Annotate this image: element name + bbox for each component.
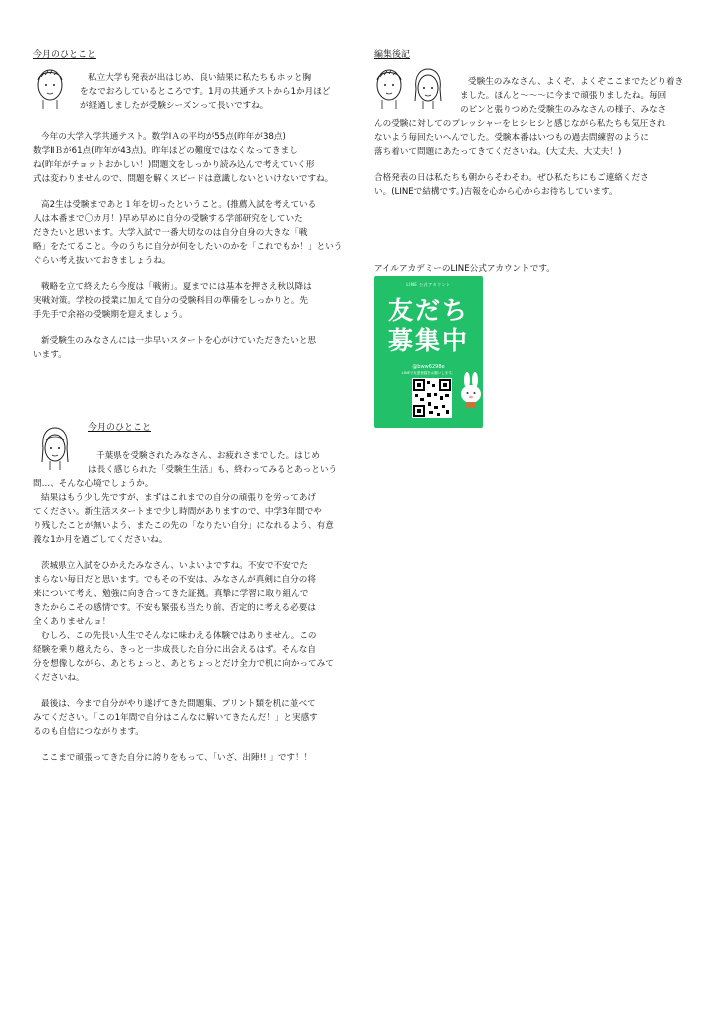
col1-bottom-intro bbox=[88, 449, 360, 477]
text-line: むしろ、この先長い人生でそんなに味わえる体験ではありません。この bbox=[41, 631, 317, 641]
col1-top-heading: 今月のひとこと bbox=[33, 50, 97, 60]
line-caption: アイルアカデミーのLINE公式アカウントです。 bbox=[374, 264, 555, 274]
text-line: くださいね。 bbox=[33, 673, 85, 683]
text-line: 略」をたてること。今のうちに自分が何をしたいのかを「これでもか！」という bbox=[33, 242, 343, 252]
qr-code-icon[interactable] bbox=[412, 378, 452, 418]
col1-top-body bbox=[33, 130, 363, 362]
text-line: 最後は、今まで自分がやり遂げてきた問題集、プリント類を机に並べて bbox=[41, 699, 316, 709]
man-avatar-icon bbox=[33, 67, 67, 111]
text-line: が経過しましたが受験シーズンって長いですね。 bbox=[80, 101, 269, 111]
text-line: 義な1か月を過ごしてくださいね。 bbox=[33, 535, 168, 545]
text-line: まらない毎日だと思います。でもその不安は、みなさんが真剣に自分の将 bbox=[33, 575, 316, 585]
text-line: は長く感じられた「受験生生活」も、終わってみるとあっという bbox=[88, 465, 338, 475]
line-card-title-2: 募集中 bbox=[387, 326, 469, 355]
text-line: のピンと張りつめた受験生のみなさんの様子、みなさ bbox=[460, 105, 667, 115]
woman-face-drawing bbox=[38, 426, 72, 472]
text-line: るのも自信につながります。 bbox=[33, 727, 144, 737]
text-line: 結果はもう少し先ですが、まずはこれまでの自分の頑張りを労ってあげ bbox=[41, 493, 317, 503]
text-line: 経験を乗り越えたら、きっと一歩成長した自分に出会えるはず。そんな自 bbox=[33, 645, 316, 655]
qr-code-graphic bbox=[412, 378, 452, 418]
text-line: 式は変わりませんので、問題を解くスピードは意識しないといけないですね。 bbox=[33, 174, 334, 184]
text-line: 数学ⅡＢが61点(昨年が43点)。昨年ほどの難度ではなくなってきまし bbox=[33, 146, 298, 156]
text-line: 新受験生のみなさんには一歩早いスタートを心がけていただきたいと思 bbox=[41, 336, 317, 346]
text-line: 全くありませんョ！ bbox=[33, 617, 111, 627]
text-line: 今年の大学入学共通テスト。数学ⅠＡの平均が55点(昨年が38点) bbox=[41, 132, 286, 142]
text-line: ね(昨年がチョットおかしい！)問題文をしっかり読み込んで考えていく形 bbox=[33, 160, 315, 170]
line-card-title-1: 友だち bbox=[387, 296, 469, 325]
text-line: みてください。「この1年間で自分はこんなに解いてきたんだ！」と実感す bbox=[33, 713, 318, 723]
line-card-top-label: LINE 公式アカウント bbox=[406, 282, 451, 287]
woman-avatar-icon bbox=[38, 426, 72, 472]
text-line: 実戦対策。学校の授業に加えて自分の受験科目の準備をしっかりと。先 bbox=[33, 296, 309, 306]
text-line: だきたいと思います。大学入試で一番大切なのは自分自身の大きな「戦 bbox=[33, 228, 308, 238]
man-face-drawing bbox=[33, 67, 67, 111]
text-line: ました。ほんと～～～に今まで頑張りましたね。毎回 bbox=[460, 91, 667, 101]
text-line: きたからこその感情です。不安も緊張も当たり前、否定的に考える必要は bbox=[33, 603, 316, 613]
col2-heading: 編集後記 bbox=[374, 50, 411, 60]
col2-intro bbox=[460, 75, 692, 117]
text-line: ないよう毎回たいへんでした。受験本番はいつもの過去問練習のように bbox=[374, 133, 650, 143]
text-line: 間…、そんな心境でしょうか。 bbox=[33, 479, 154, 489]
text-line: 人は本番まで〇カ月！)早め早めに自分の受験する学部研究をしていた bbox=[33, 214, 303, 224]
text-line: ここまで頑張ってきた自分に誇りをもって、「いざ、出陣!! 」です！！ bbox=[41, 753, 313, 763]
col1-bottom-heading: 今月のひとこと bbox=[88, 423, 152, 433]
rabbit-mascot-icon bbox=[458, 372, 484, 408]
line-friend-card[interactable] bbox=[374, 276, 483, 428]
text-line: 分を想像しながら、あとちょっと、あとちょっとだけ全力で机に向かってみて bbox=[33, 659, 334, 669]
text-line: ぐらい考え抜いておきましょうね。 bbox=[33, 256, 171, 266]
text-line: り残したことが無いよう、またこの先の「なりたい自分」になれるよう、有意 bbox=[33, 521, 334, 531]
text-line: 合格発表の日は私たちも朝からそわそわ。ぜひ私たちにもご連絡くださ bbox=[374, 173, 649, 183]
text-line: をなでおろしているところです。1月の共通テストから1か月ほど bbox=[80, 87, 331, 97]
line-card-note: LINEで友達登録をお願いします。 bbox=[401, 371, 456, 375]
col1-top-intro bbox=[80, 71, 360, 113]
rabbit-graphic bbox=[458, 372, 484, 408]
two-faces-drawing bbox=[372, 67, 448, 111]
text-line: 千葉県を受験されたみなさん、お疲れさまでした。はじめ bbox=[96, 451, 320, 461]
text-line: います。 bbox=[33, 350, 67, 360]
text-line: 戦略を立て終えたら今度は「戦術」。夏までには基本を押さえ秋以降は bbox=[41, 282, 312, 292]
text-line: 来について考え、勉強に向き合ってきた証拠。真摯に学習に取り組んで bbox=[33, 589, 309, 599]
editors-avatars bbox=[372, 67, 448, 111]
text-line: 私立大学も発表が出はじめ、良い結果に私たちもホッと胸 bbox=[88, 73, 312, 83]
text-line: 手先手で余裕の受験期を迎えましょう。 bbox=[33, 310, 188, 320]
text-line: 茨城県立入試をひかえたみなさん、いよいよですね。不安で不安でた bbox=[41, 561, 308, 571]
line-card-id: @bww6298e bbox=[412, 364, 445, 370]
col1-bottom-body bbox=[33, 477, 363, 765]
col2-body bbox=[374, 117, 694, 199]
text-line: い。(LINEで結構です。)吉報を心から心からお待ちしています。 bbox=[374, 187, 618, 197]
text-line: てください。新生活スタートまで少し時間がありますので、中学3年間でや bbox=[33, 507, 322, 517]
text-line: んの受験に対してのプレッシャーをヒシヒシと感じながら私たちも気圧され bbox=[374, 119, 666, 129]
text-fragment bbox=[360, 144, 361, 145]
text-line: 高2生は受験まであと１年を切ったということ。(推薦入試を考えている bbox=[41, 200, 317, 210]
text-line: 受験生のみなさん、よくぞ、よくぞここまでたどり着き bbox=[468, 77, 684, 87]
text-line: 落ち着いて問題にあたってきてくださいね。(大丈夫、大丈夫！) bbox=[374, 147, 622, 157]
